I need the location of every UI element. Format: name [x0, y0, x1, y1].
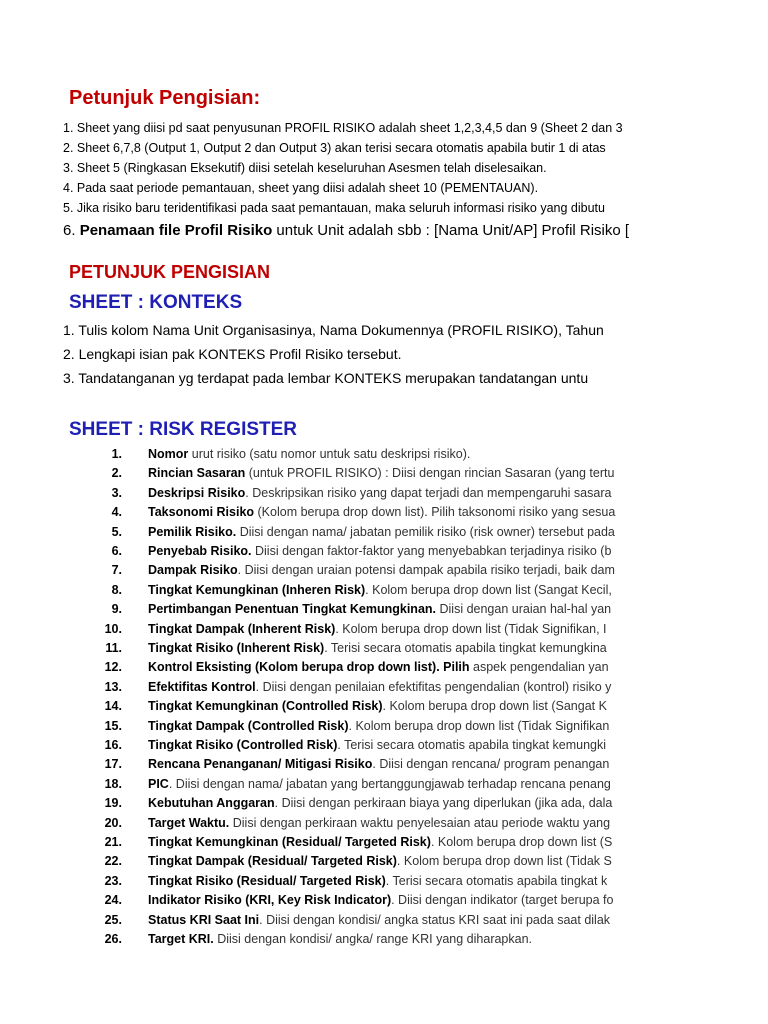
- risk-register-item-desc: Diisi dengan nama/ jabatan pemilik risiko (risk owner) tersebut pada: [236, 524, 615, 539]
- risk-register-item: [0, 525, 660, 543]
- risk-register-item: [0, 796, 660, 814]
- risk-register-item-text: [148, 893, 613, 907]
- petunjuk-title: Petunjuk Pengisian:: [69, 87, 261, 109]
- risk-register-item-label: Penyebab Risiko.: [148, 544, 252, 558]
- risk-register-item: [0, 777, 660, 795]
- risk-register-item-label: Tingkat Kemungkinan (Inheren Risk): [148, 582, 366, 597]
- risk-register-item-text: [148, 699, 607, 713]
- risk-register-item-label: Tingkat Kemungkinan (Residual/ Targeted Risk): [148, 835, 431, 849]
- risk-register-item-text: [148, 602, 611, 616]
- risk-register-item-number: 21.: [104, 835, 122, 849]
- risk-register-item-text: [148, 816, 610, 830]
- risk-register-item-desc: . Kolom berupa drop down list (Sangat K: [382, 699, 607, 714]
- risk-register-item-text: [148, 777, 611, 791]
- risk-register-item-text: [148, 660, 609, 674]
- risk-register-item: [0, 602, 660, 620]
- petunjuk-item-6-rest: untuk Unit adalah sbb : [Nama Unit/AP] Profil Risiko [: [272, 222, 630, 239]
- risk-register-item-label: Deskripsi Risiko: [148, 485, 246, 500]
- risk-register-item-number: 11.: [105, 641, 122, 655]
- risk-register-item-desc: . Kolom berupa drop down list (Sangat Kecil,: [365, 582, 612, 597]
- risk-register-item-text: [148, 796, 612, 810]
- risk-register-item-text: [148, 913, 610, 927]
- risk-register-item-number: 20.: [104, 815, 122, 830]
- risk-register-item-desc: urut risiko (satu nomor untuk satu deskripsi risiko).: [188, 447, 471, 461]
- risk-register-item-text: [148, 466, 614, 480]
- risk-register-item-label: Pemilik Risiko.: [148, 524, 237, 539]
- konteks-item-3: 3. Tandatanganan yg terdapat pada lembar KONTEKS merupakan tandatangan untu: [63, 370, 589, 386]
- risk-register-item-label: Kontrol Eksisting (Kolom berupa drop down list). Pilih: [148, 660, 470, 675]
- risk-register-item: [0, 622, 660, 640]
- risk-register-item-number: 4.: [111, 505, 122, 520]
- petunjuk-item-6-number: 6.: [63, 222, 76, 239]
- risk-register-item-desc: . Diisi dengan indikator (target berupa fo: [391, 893, 614, 908]
- risk-register-item-desc: . Diisi dengan rencana/ program penangan: [372, 757, 610, 772]
- konteks-item-1: 1. Tulis kolom Nama Unit Organisasinya, Nama Dokumennya (PROFIL RISIKO), Tahun: [63, 322, 604, 338]
- risk-register-item-text: [148, 932, 532, 946]
- risk-register-item-label: Nomor: [148, 447, 189, 461]
- risk-register-item-desc: . Kolom berupa drop down list (S: [430, 835, 613, 849]
- risk-register-item-number: 25.: [104, 912, 122, 927]
- risk-register-item-number: 13.: [104, 679, 122, 694]
- risk-register-item-number: 12.: [104, 660, 122, 675]
- risk-register-item-number: 6.: [111, 544, 122, 558]
- risk-register-item-number: 3.: [111, 485, 122, 500]
- risk-register-item-text: [148, 738, 606, 752]
- risk-register-item-desc: Diisi dengan kondisi/ angka/ range KRI yang diharapkan.: [213, 932, 533, 946]
- risk-register-item-text: [148, 622, 607, 636]
- risk-register-item: [0, 719, 660, 737]
- risk-register-item: [0, 447, 660, 465]
- risk-register-item-desc: . Diisi dengan uraian potensi dampak apabila risiko terjadi, baik dam: [237, 563, 615, 578]
- risk-register-item-label: Kebutuhan Anggaran: [148, 796, 275, 811]
- risk-register-item-number: 14.: [104, 699, 122, 714]
- risk-register-item-desc: . Kolom berupa drop down list (Tidak Signifikan, I: [335, 621, 607, 636]
- risk-register-item-number: 2.: [111, 466, 122, 481]
- risk-register-item-text: [148, 835, 612, 849]
- risk-register-item-number: 24.: [104, 893, 122, 908]
- risk-register-item-text: [148, 544, 611, 558]
- risk-register-item-number: 10.: [104, 621, 122, 636]
- risk-register-item: [0, 816, 660, 834]
- risk-register-item-text: [148, 486, 611, 500]
- risk-register-item: [0, 913, 660, 931]
- risk-register-item-label: Status KRI Saat Ini: [148, 912, 260, 927]
- risk-register-sheet-title: SHEET : RISK REGISTER: [69, 419, 298, 440]
- risk-register-item-number: 18.: [104, 776, 122, 791]
- konteks-sheet-title: SHEET : KONTEKS: [69, 292, 243, 313]
- risk-register-item-text: [148, 583, 612, 597]
- petunjuk-item-5: 5. Jika risiko baru teridentifikasi pada saat pemantauan, maka seluruh informasi risiko yang dibutu: [63, 201, 605, 215]
- risk-register-item-number: 23.: [104, 873, 122, 888]
- risk-register-item: [0, 738, 660, 756]
- risk-register-item-desc: . Diisi dengan kondisi/ angka status KRI saat ini pada saat dilak: [259, 912, 611, 927]
- risk-register-item-text: [148, 854, 612, 868]
- risk-register-item-number: 26.: [104, 932, 122, 946]
- risk-register-item-number: 9.: [111, 602, 122, 617]
- risk-register-item-label: Taksonomi Risiko: [148, 505, 255, 520]
- risk-register-item-text: [148, 641, 607, 655]
- risk-register-item-desc: aspek pengendalian yan: [469, 660, 609, 675]
- risk-register-item: [0, 544, 660, 562]
- risk-register-item-number: 8.: [111, 582, 122, 597]
- risk-register-item-number: 22.: [104, 854, 122, 869]
- petunjuk-item-4: 4. Pada saat periode pemantauan, sheet yang diisi adalah sheet 10 (PEMENTAUAN).: [63, 181, 539, 195]
- risk-register-item-desc: Diisi dengan faktor-faktor yang menyebabkan terjadinya risiko (b: [251, 544, 612, 558]
- risk-register-item: [0, 466, 660, 484]
- risk-register-item-label: Rincian Sasaran: [148, 466, 246, 481]
- risk-register-item: [0, 680, 660, 698]
- risk-register-item-label: Dampak Risiko: [148, 563, 238, 578]
- risk-register-item: [0, 757, 660, 775]
- risk-register-item-desc: (untuk PROFIL RISIKO) : Diisi dengan rincian Sasaran (yang tertu: [245, 466, 615, 481]
- risk-register-item-number: 1.: [111, 447, 122, 461]
- risk-register-item-label: Target KRI.: [148, 932, 214, 946]
- risk-register-item-text: [148, 505, 615, 519]
- risk-register-item: [0, 486, 660, 504]
- risk-register-item-desc: (Kolom berupa drop down list). Pilih taksonomi risiko yang sesua: [254, 505, 616, 520]
- risk-register-item: [0, 932, 660, 950]
- risk-register-item-text: [148, 874, 607, 888]
- risk-register-item-desc: . Terisi secara otomatis apabila tingkat kemungki: [337, 738, 607, 752]
- risk-register-item-desc: . Diisi dengan nama/ jabatan yang bertanggungjawab terhadap rencana penang: [168, 776, 611, 791]
- petunjuk-item-6-bold: Penamaan file Profil Risiko: [79, 222, 273, 239]
- risk-register-item-number: 17.: [104, 757, 122, 772]
- risk-register-item-desc: . Terisi secara otomatis apabila tingkat k: [385, 873, 608, 888]
- risk-register-item-text: [148, 563, 615, 577]
- risk-register-item-number: 16.: [104, 738, 122, 752]
- risk-register-item: [0, 660, 660, 678]
- risk-register-item: [0, 641, 660, 659]
- risk-register-item-text: [148, 680, 611, 694]
- risk-register-item-text: [148, 757, 609, 771]
- risk-register-item-label: Tingkat Risiko (Inherent Risk): [148, 641, 325, 655]
- risk-register-item-text: [148, 525, 615, 539]
- risk-register-item: [0, 699, 660, 717]
- risk-register-item: [0, 874, 660, 892]
- risk-register-item-desc: . Kolom berupa drop down list (Tidak S: [396, 854, 612, 869]
- risk-register-item-desc: . Diisi dengan perkiraan biaya yang diperlukan (jika ada, dala: [274, 796, 613, 811]
- risk-register-item-label: Tingkat Dampak (Residual/ Targeted Risk): [148, 854, 397, 869]
- risk-register-item-label: Indikator Risiko (KRI, Key Risk Indicator): [148, 893, 392, 908]
- petunjuk-item-6: [63, 222, 629, 239]
- risk-register-item-number: 7.: [111, 563, 122, 578]
- risk-register-item-desc: . Deskripsikan risiko yang dapat terjadi dan mempengaruhi sasara: [245, 485, 612, 500]
- petunjuk-item-1: 1. Sheet yang diisi pd saat penyusunan PROFIL RISIKO adalah sheet 1,2,3,4,5 dan 9 (Sheet 2 dan 3: [63, 121, 623, 135]
- risk-register-item-number: 15.: [104, 718, 122, 733]
- risk-register-item-label: Rencana Penanganan/ Mitigasi Risiko: [148, 757, 373, 772]
- konteks-item-2: 2. Lengkapi isian pak KONTEKS Profil Risiko tersebut.: [63, 346, 402, 362]
- risk-register-item-text: [148, 719, 609, 733]
- risk-register-item-label: Tingkat Dampak (Controlled Risk): [148, 718, 349, 733]
- konteks-section-title: PETUNJUK PENGISIAN: [69, 262, 271, 282]
- risk-register-item-label: Tingkat Risiko (Controlled Risk): [148, 738, 338, 752]
- risk-register-item-label: Tingkat Risiko (Residual/ Targeted Risk): [148, 873, 386, 888]
- risk-register-item-number: 5.: [111, 524, 122, 539]
- risk-register-item: [0, 583, 660, 601]
- risk-register-item-label: Tingkat Dampak (Inherent Risk): [148, 621, 336, 636]
- risk-register-item-label: Efektifitas Kontrol: [148, 679, 256, 694]
- risk-register-item-label: Pertimbangan Penentuan Tingkat Kemungkinan.: [148, 602, 437, 617]
- risk-register-item-label: Tingkat Kemungkinan (Controlled Risk): [148, 699, 383, 714]
- risk-register-item-label: PIC: [148, 776, 169, 791]
- risk-register-item-desc: . Terisi secara otomatis apabila tingkat kemungkina: [324, 641, 607, 655]
- risk-register-item-text: [148, 447, 470, 461]
- petunjuk-item-3: 3. Sheet 5 (Ringkasan Eksekutif) diisi setelah keseluruhan Asesmen telah diselesaikan.: [63, 161, 547, 175]
- risk-register-item-desc: . Diisi dengan penilaian efektifitas pengendalian (kontrol) risiko y: [255, 679, 612, 694]
- risk-register-item: [0, 835, 660, 853]
- petunjuk-item-2: 2. Sheet 6,7,8 (Output 1, Output 2 dan Output 3) akan terisi secara otomatis apabila butir 1 di atas: [63, 141, 606, 155]
- risk-register-item: [0, 563, 660, 581]
- risk-register-item: [0, 505, 660, 523]
- risk-register-item-desc: Diisi dengan perkiraan waktu penyelesaian atau periode waktu yang: [229, 815, 611, 830]
- risk-register-item-desc: . Kolom berupa drop down list (Tidak Signifikan: [348, 718, 610, 733]
- risk-register-item-desc: Diisi dengan uraian hal-hal yan: [436, 602, 612, 617]
- risk-register-item: [0, 893, 660, 911]
- risk-register-item: [0, 854, 660, 872]
- risk-register-item-label: Target Waktu.: [148, 815, 230, 830]
- risk-register-item-number: 19.: [104, 796, 122, 811]
